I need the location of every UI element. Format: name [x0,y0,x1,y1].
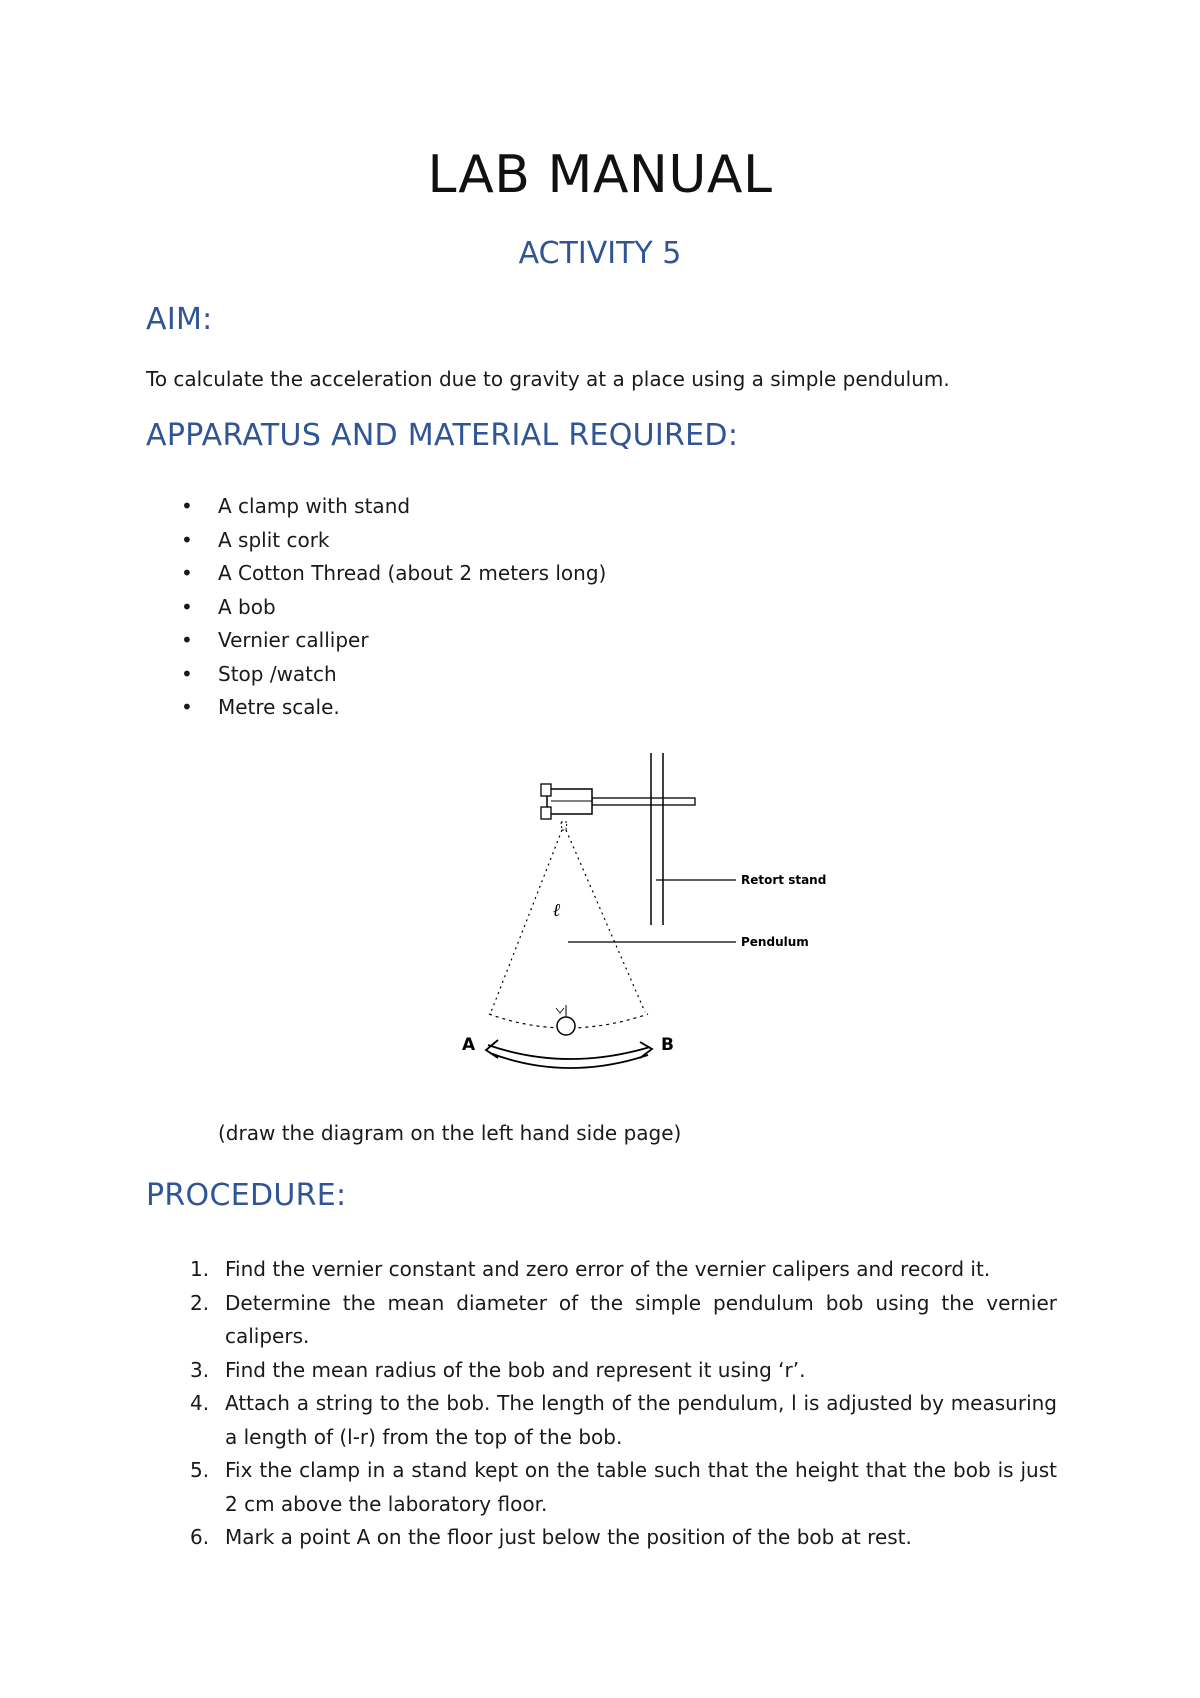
bob-marker [556,1008,564,1013]
aim-heading: AIM: [146,302,213,337]
bullet-icon: • [181,561,193,585]
step-text: Determine the mean diameter of the simple pendulum bob using the vernier calipers. [225,1290,1057,1348]
document-title: LAB MANUAL [427,145,773,205]
step-number: 4. [190,1391,210,1415]
step-text: Find the mean radius of the bob and represent it using ‘r’. [225,1357,806,1382]
list-item-text: A bob [218,594,276,619]
step-number: 1. [190,1257,210,1281]
step-number: 3. [190,1357,210,1382]
length-label: ℓ [553,900,561,921]
clamp-arm [592,798,695,805]
aim-text: To calculate the acceleration due to gravity at a place using a simple pendulum. [146,367,950,391]
split-cork [561,822,567,830]
retort-stand-label: Retort stand [741,873,827,887]
step-text: Attach a string to the bob. The length of the pendulum, l is adjusted by measuring a length of (l-r) from the top of the bob. [225,1391,1057,1449]
bullet-icon: • [181,695,193,719]
activity-number: ACTIVITY 5 [518,236,682,271]
step-text: Find the vernier constant and zero error of the vernier calipers and record it. [225,1257,991,1281]
thread-left-extreme [491,830,562,1012]
list-item-text: Metre scale. [218,695,340,719]
bullet-icon: • [181,594,193,619]
apparatus-heading: APPARATUS AND MATERIAL REQUIRED: [146,418,739,453]
clamp-screw-top [541,784,551,796]
pendulum-bob [557,1017,575,1035]
step-number: 5. [190,1458,210,1482]
list-item-text: A Cotton Thread (about 2 meters long) [218,561,607,585]
list-item-text: Vernier calliper [218,628,369,652]
list-item-text: Stop /watch [218,661,337,686]
bullet-icon: • [181,527,193,552]
bullet-icon: • [181,494,193,518]
point-b-label: B [661,1035,674,1055]
list-item-text: A split cork [218,527,330,552]
pendulum-diagram [440,745,840,1075]
step-text: Mark a point A on the floor just below the position of the bob at rest. [225,1525,912,1549]
step-number: 2. [190,1290,210,1315]
diagram-caption: (draw the diagram on the left hand side page) [218,1121,682,1145]
procedure-heading: PROCEDURE: [146,1178,347,1213]
clamp-screw-bottom [541,807,551,819]
swing-arc-top [488,1045,650,1059]
list-item-text: A clamp with stand [218,494,411,518]
step-text: Fix the clamp in a stand kept on the table such that the height that the bob is just 2 cm above the laboratory floor. [225,1458,1057,1516]
bullet-icon: • [181,628,193,652]
bullet-icon: • [181,661,193,686]
pendulum-label: Pendulum [741,935,809,949]
step-number: 6. [190,1525,210,1549]
thread-right-extreme [566,830,645,1012]
swing-arc-bottom [490,1053,648,1068]
point-a-label: A [462,1035,476,1055]
